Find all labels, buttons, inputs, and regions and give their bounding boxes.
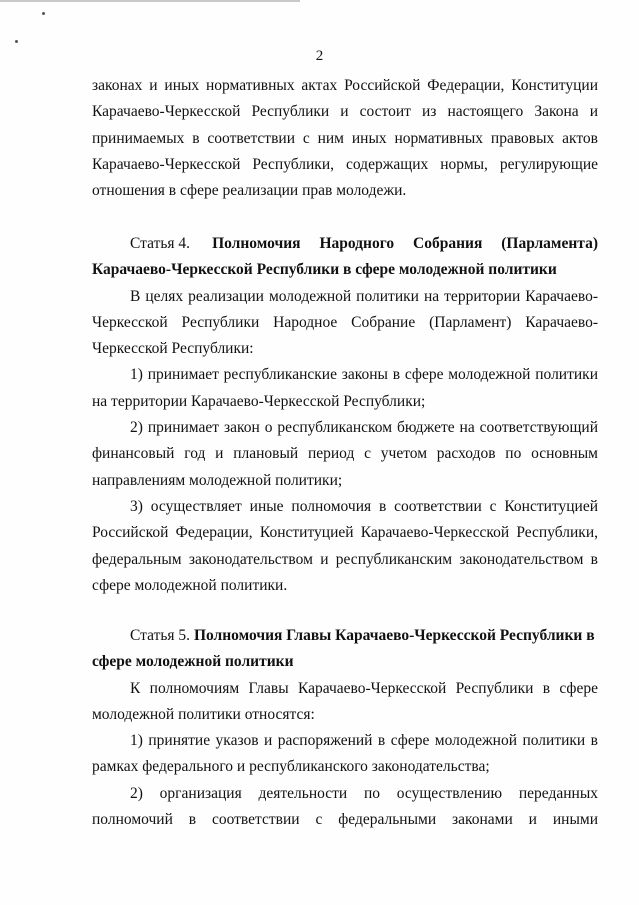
paragraph-continuation [92, 73, 598, 204]
article-4-title-line2: Карачаево-Черкесской Республики в сфере молодежной политики [92, 261, 557, 279]
text-line: В целях реализации молодежной политики на территории Карачаево- [130, 287, 598, 305]
text-line: Карачаево-Черкесской Республики, содержащих нормы, регулирующие [92, 155, 598, 173]
text-line: молодежной политики относятся: [92, 705, 315, 723]
list-item-line: Российской Федерации, Конституцией Карачаево-Черкесской Республики, [92, 524, 598, 542]
text-line: Черкесской Республики: [92, 340, 254, 358]
text-line: принимаемых в соответствии с ним иных нормативных правовых актов [92, 129, 598, 147]
list-item-line: 1) принимает республиканские законы в сфере молодежной политики [130, 366, 598, 384]
scan-artifact-dot [42, 12, 45, 15]
text-line: К полномочиям Главы Карачаево-Черкесской Республики в сфере [130, 679, 598, 697]
article-5 [92, 623, 598, 833]
text-line: Карачаево-Черкесской Республики и состоит из настоящего Закона и [92, 103, 598, 121]
scan-artifact-dot [15, 40, 18, 43]
list-item-line: рамках федерального и республиканского законодательства; [92, 758, 490, 776]
list-item-line: 3) осуществляет иные полномочия в соответствии с Конституцией [130, 497, 598, 515]
article-5-title-line1: Полномочия Главы Карачаево-Черкесской Республики в [193, 627, 595, 644]
text-line: отношения в сфере реализации прав молодежи. [92, 182, 407, 200]
list-item-line: финансовый год и плановый период с учетом расходов по основным [92, 445, 598, 463]
article-5-heading-line1 [92, 623, 598, 649]
article-4-number: Статья 4. [130, 235, 191, 252]
page-number: 2 [315, 48, 324, 64]
article-5-title-line2: сфере молодежной политики [92, 653, 294, 671]
list-item-line: направлениям молодежной политики; [92, 471, 343, 489]
list-item-line: 2) принимает закон о республиканском бюджете на соответствующий [130, 419, 598, 437]
article-5-number: Статья 5. [130, 627, 191, 644]
text-line: Черкесской Республики Народное Собрание (Парламент) Карачаево- [92, 313, 598, 331]
list-item-line: полномочий в соответствии с федеральными законами и иными [92, 811, 598, 829]
list-item-line: сфере молодежной политики. [92, 576, 288, 594]
list-item-line: на территории Карачаево-Черкесской Республики; [92, 392, 426, 410]
scan-artifact-top [0, 0, 300, 2]
list-item-line: федеральным законодательством и республиканским законодательством в [92, 550, 598, 568]
article-4 [92, 231, 598, 599]
list-item-line: 2) организация деятельности по осуществлению переданных [130, 784, 598, 802]
article-4-heading-line1 [92, 231, 598, 257]
list-item-line: 1) принятие указов и распоряжений в сфере молодежной политики в [130, 732, 598, 750]
article-4-title-line1: Полномочия Народного Собрания (Парламента) [212, 235, 598, 252]
text-line: законах и иных нормативных актах Российской Федерации, Конституции [92, 77, 598, 94]
